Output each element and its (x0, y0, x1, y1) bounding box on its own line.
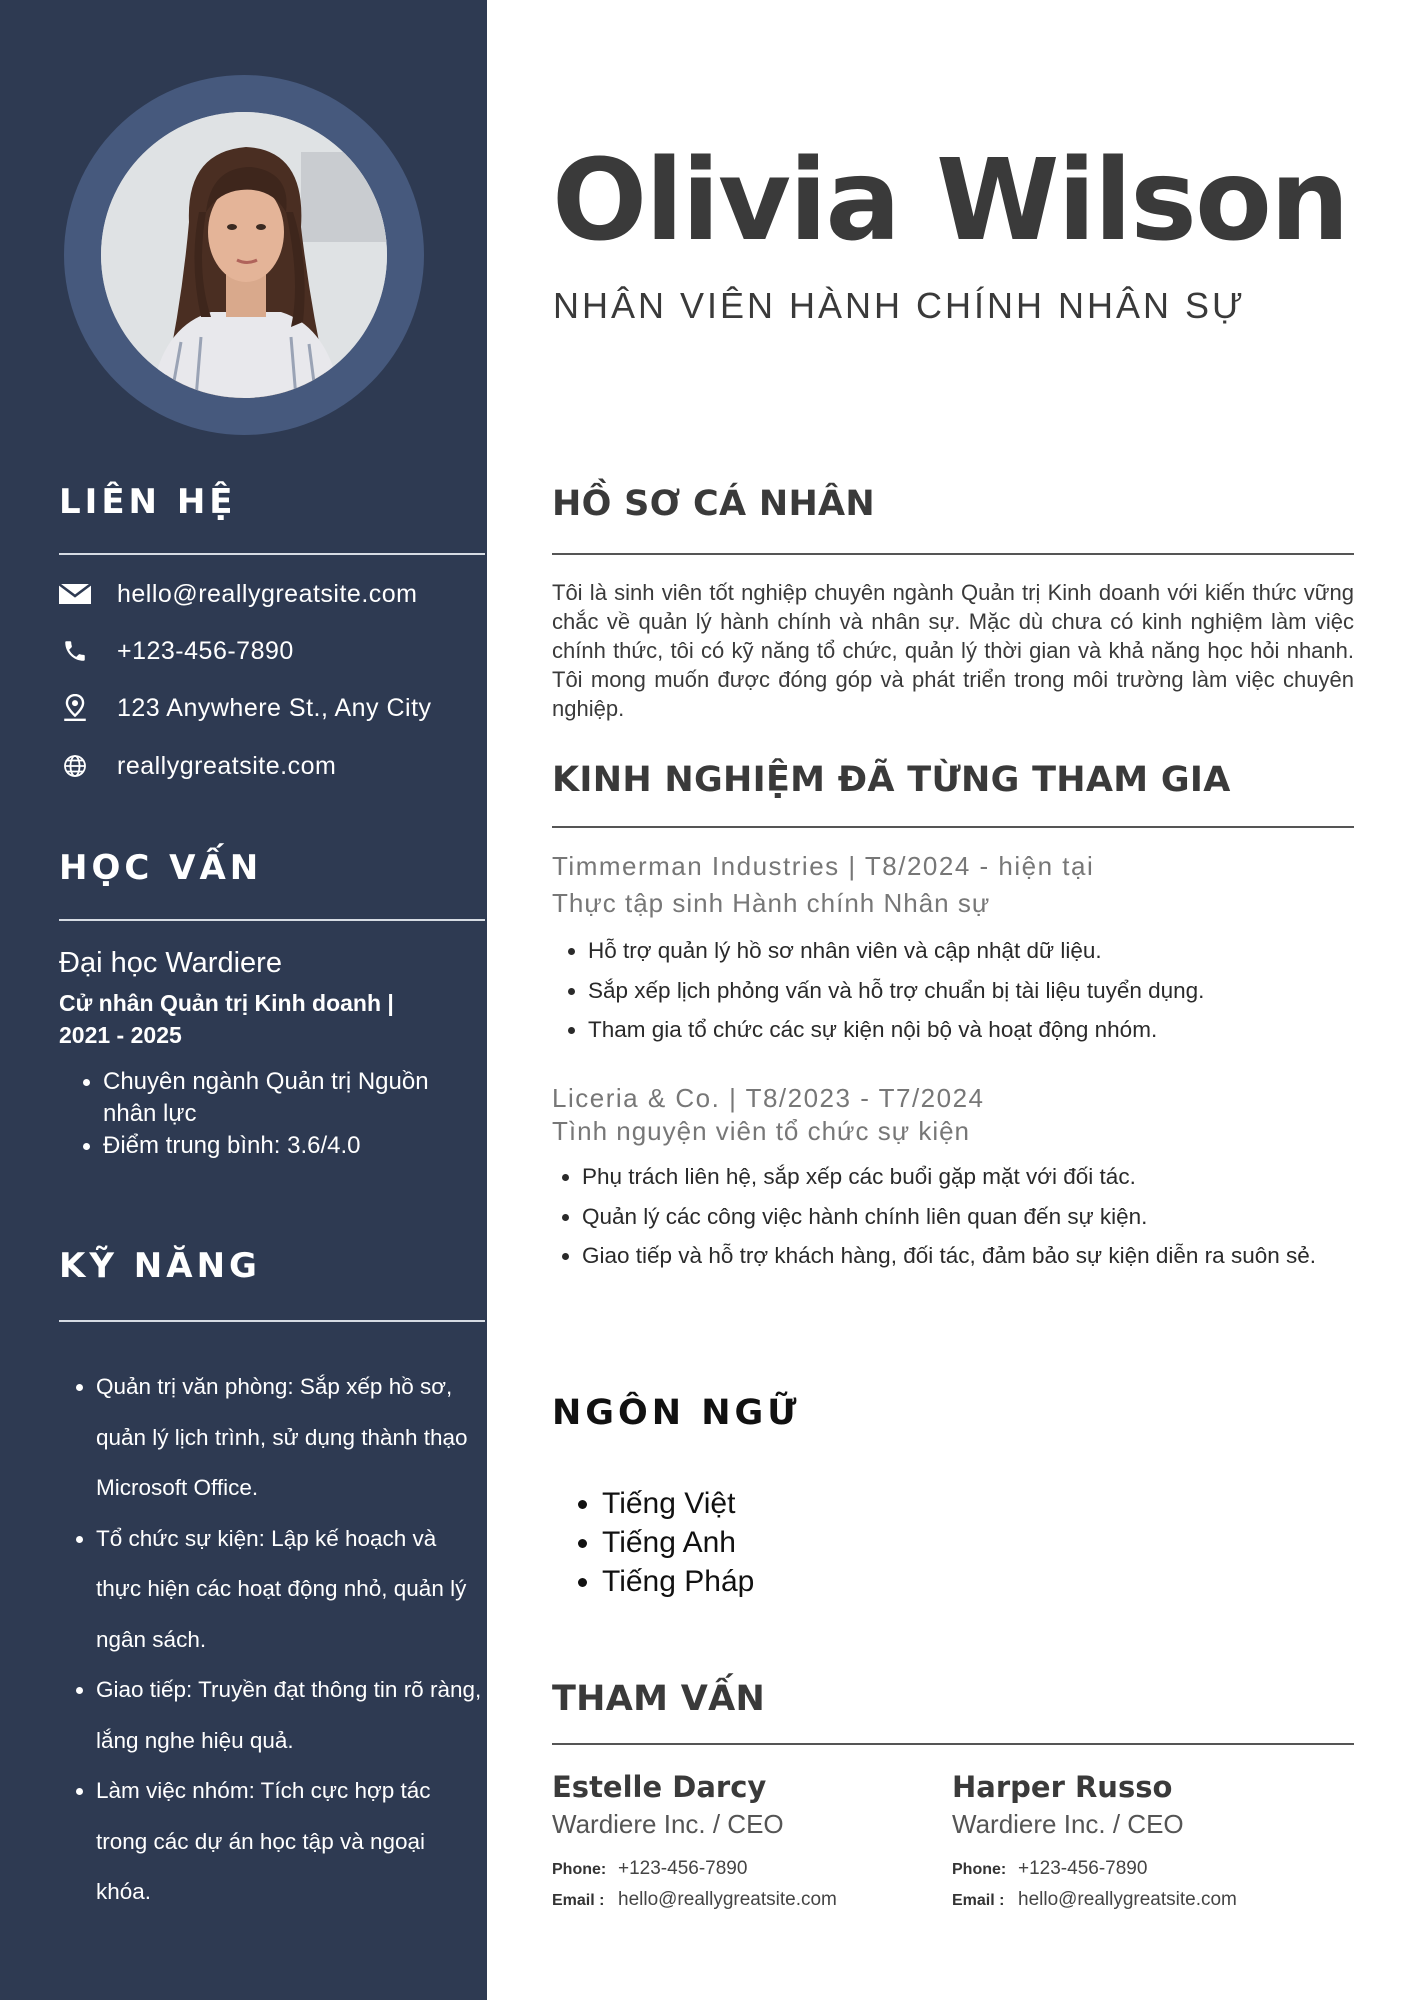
job-duty-item: • Tham gia tổ chức các sự kiện nội bộ và hoạt động nhóm. (588, 1010, 1398, 1050)
languages-list (552, 1484, 754, 1601)
profile-divider (552, 553, 1354, 555)
job-duties-list (552, 1157, 1392, 1276)
contact-address: 123 Anywhere St., Any City (117, 693, 432, 722)
reference-phone-line (952, 1854, 1332, 1885)
reference-phone[interactable]: +123-456-7890 (618, 1858, 748, 1879)
reference-name: Harper Russo (952, 1770, 1173, 1804)
profile-photo-ring (64, 75, 424, 435)
reference-email[interactable]: hello@reallygreatsite.com (618, 1889, 837, 1910)
contact-address-row (59, 688, 432, 728)
language-item: • Tiếng Anh (602, 1523, 754, 1562)
education-divider (59, 919, 485, 921)
reference-org: Wardiere Inc. / CEO (552, 1809, 784, 1839)
language-item: • Tiếng Pháp (602, 1562, 754, 1601)
candidate-name: Olivia Wilson (552, 136, 1348, 266)
reference-card (552, 1768, 932, 1916)
job-role: Thực tập sinh Hành chính Nhân sự (552, 888, 991, 918)
skill-item: • Quản trị văn phòng: Sắp xếp hồ sơ, quản lý lịch trình, sử dụng thành thạo Microsoft Office. (96, 1362, 486, 1514)
contact-phone[interactable]: +123-456-7890 (117, 636, 294, 665)
job-duty-item: • Sắp xếp lịch phỏng vấn và hỗ trợ chuẩn bị tài liệu tuyển dụng. (588, 971, 1398, 1011)
job-duty-item: • Quản lý các công việc hành chính liên quan đến sự kiện. (582, 1197, 1392, 1237)
experience-divider (552, 826, 1354, 828)
reference-phone[interactable]: +123-456-7890 (1018, 1858, 1148, 1879)
experience-heading: KINH NGHIỆM ĐÃ TỪNG THAM GIA (552, 760, 1231, 800)
profile-heading: HỒ SƠ CÁ NHÂN (552, 484, 876, 524)
job-company: Timmerman Industries | T8/2024 - hiện tại (552, 851, 1095, 881)
contact-phone-row (59, 631, 294, 671)
envelope-icon (59, 578, 91, 610)
languages-heading: NGÔN NGỮ (552, 1393, 801, 1433)
reference-card (952, 1768, 1332, 1916)
job-duty-item: • Phụ trách liên hệ, sắp xếp các buổi gặp mặt với đối tác. (582, 1157, 1392, 1197)
reference-email-line (552, 1885, 932, 1916)
reference-email-label: Email : (552, 1892, 605, 1909)
education-school: Đại học Wardiere (59, 947, 282, 979)
skills-list (59, 1362, 486, 1918)
reference-org: Wardiere Inc. / CEO (952, 1809, 1184, 1839)
reference-email-label: Email : (952, 1892, 1005, 1909)
profile-photo (101, 112, 387, 398)
contact-email-row (59, 574, 418, 614)
globe-icon (59, 750, 91, 782)
candidate-title: NHÂN VIÊN HÀNH CHÍNH NHÂN SỰ (553, 285, 1246, 326)
education-heading: HỌC VẤN (59, 848, 263, 888)
reference-email-line (952, 1885, 1332, 1916)
job-duty-item: • Giao tiếp và hỗ trợ khách hàng, đối tác, đảm bảo sự kiện diễn ra suôn sẻ. (582, 1236, 1392, 1276)
education-item: • Chuyên ngành Quản trị Nguồn nhân lực (103, 1066, 483, 1130)
contact-website-row (59, 746, 336, 786)
reference-name: Estelle Darcy (552, 1770, 767, 1804)
skill-item: • Giao tiếp: Truyền đạt thông tin rõ ràng, lắng nghe hiệu quả. (96, 1665, 486, 1766)
job-company: Liceria & Co. | T8/2023 - T7/2024 (552, 1083, 985, 1113)
job-role: Tình nguyện viên tổ chức sự kiện (552, 1116, 971, 1146)
education-item: • Điểm trung bình: 3.6/4.0 (103, 1130, 483, 1162)
contact-email[interactable]: hello@reallygreatsite.com (117, 579, 418, 608)
sidebar (0, 0, 487, 2000)
education-list (59, 1066, 483, 1162)
location-pin-icon (59, 692, 91, 724)
reference-phone-line (552, 1854, 932, 1885)
job-duty-item: • Hỗ trợ quản lý hồ sơ nhân viên và cập nhật dữ liệu. (588, 931, 1398, 971)
skills-divider (59, 1320, 485, 1322)
profile-photo-illustration (101, 112, 387, 398)
skill-item: • Làm việc nhóm: Tích cực hợp tác trong các dự án học tập và ngoại khóa. (96, 1766, 486, 1918)
reference-email[interactable]: hello@reallygreatsite.com (1018, 1889, 1237, 1910)
job-duties-list (552, 931, 1398, 1050)
skills-heading: KỸ NĂNG (59, 1246, 261, 1286)
reference-phone-label: Phone: (552, 1861, 607, 1878)
education-degree: Cử nhân Quản trị Kinh doanh | 2021 - 2025 (59, 990, 394, 1048)
language-item: • Tiếng Việt (602, 1484, 754, 1523)
phone-icon (59, 635, 91, 667)
contact-website[interactable]: reallygreatsite.com (117, 751, 337, 780)
reference-phone-label: Phone: (952, 1861, 1007, 1878)
references-divider (552, 1743, 1354, 1745)
contact-heading: LIÊN HỆ (59, 482, 237, 522)
contact-divider (59, 553, 485, 555)
references-heading: THAM VẤN (552, 1679, 766, 1719)
profile-text: Tôi là sinh viên tốt nghiệp chuyên ngành Quản trị Kinh doanh với kiến thức vững chắc về quản lý hành chính và nhân sự. Mặc dù chưa có kinh nghiệm làm việc chính thức, tôi có kỹ năng tổ chức, quản lý thời gian và khả năng học hỏi nhanh. Tôi mong muốn được đóng góp và phát triển trong môi trường làm việc chuyên nghiệp. (552, 580, 1354, 721)
skill-item: • Tổ chức sự kiện: Lập kế hoạch và thực hiện các hoạt động nhỏ, quản lý ngân sách. (96, 1514, 486, 1666)
